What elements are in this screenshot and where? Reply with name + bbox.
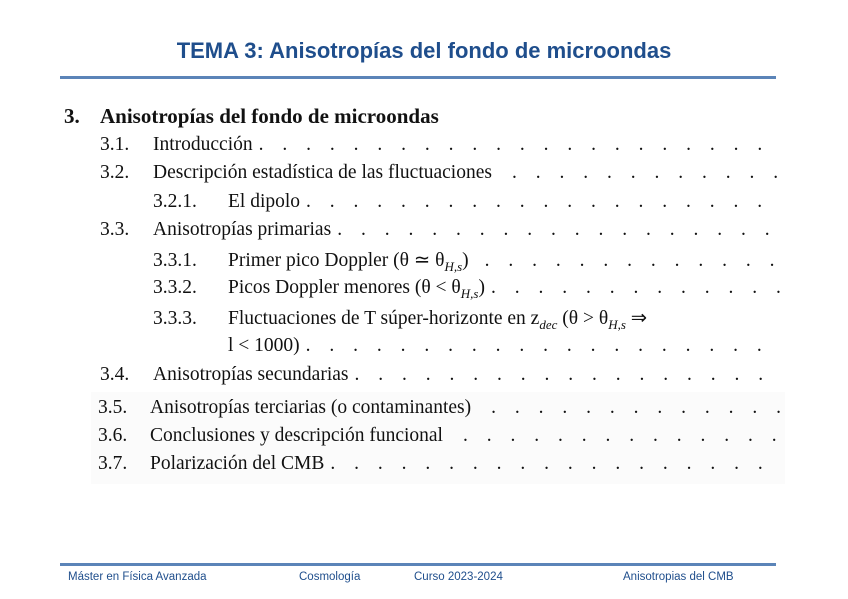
toc-entry-3-5 bbox=[98, 397, 780, 419]
leader-dots bbox=[306, 335, 780, 357]
leader-dots bbox=[491, 277, 780, 299]
entry-title: Descripción estadística de las fluctuaciones bbox=[153, 162, 492, 183]
toc-entry-3-2-1 bbox=[153, 191, 780, 213]
entry-title-tail: (θ > θ bbox=[557, 308, 609, 329]
leader-dots bbox=[330, 453, 780, 475]
entry-number: 3.3.3. bbox=[153, 308, 197, 329]
toc-entry-3-2 bbox=[100, 162, 780, 184]
toc-entry-3-3-1 bbox=[153, 248, 780, 275]
footer-course: Curso 2023-2024 bbox=[414, 571, 503, 583]
entry-number: 3.4. bbox=[100, 364, 130, 385]
entry-number: 3.3. bbox=[100, 219, 130, 240]
leader-dots bbox=[485, 250, 780, 272]
entry-title-text: Fluctuaciones de T súper-horizonte en z bbox=[228, 308, 540, 329]
toc-entry-3-3-2 bbox=[153, 277, 780, 302]
footer-divider bbox=[60, 563, 776, 566]
math-subscript: H,s bbox=[460, 285, 479, 301]
leader-dots bbox=[463, 425, 780, 447]
entry-title: Anisotropías terciarias (o contaminantes) bbox=[150, 397, 472, 418]
entry-title-tail: ) bbox=[478, 277, 485, 298]
entry-number: 3.7. bbox=[98, 453, 128, 474]
entry-number: 3.6. bbox=[98, 425, 128, 446]
entry-title-text: Picos Doppler menores (θ < θ bbox=[228, 277, 461, 298]
title-divider bbox=[60, 76, 776, 79]
entry-number: 3.2.1. bbox=[153, 191, 197, 212]
leader-dots bbox=[512, 162, 780, 184]
toc-entry-3-6 bbox=[98, 425, 780, 447]
toc-entry-3-7 bbox=[98, 453, 780, 475]
toc-entry-3-3 bbox=[100, 219, 780, 241]
leader-dots bbox=[491, 397, 780, 419]
math-subscript: dec bbox=[539, 316, 558, 332]
toc-entry-3-3-3-cont bbox=[228, 335, 780, 357]
entry-title: Introducción bbox=[153, 134, 253, 155]
section-title: Anisotropías del fondo de microondas bbox=[100, 104, 439, 128]
toc-entry-3-3-3 bbox=[153, 306, 647, 333]
footer-topic: Anisotropias del CMB bbox=[623, 571, 734, 583]
entry-number: 3.1. bbox=[100, 134, 130, 155]
entry-title-text: Primer pico Doppler (θ ≃ θ bbox=[228, 250, 445, 271]
entry-title: El dipolo bbox=[228, 191, 301, 212]
toc-entry-3-1 bbox=[100, 134, 780, 156]
leader-dots bbox=[337, 219, 780, 241]
slide-title: TEMA 3: Anisotropías del fondo de microondas bbox=[176, 38, 672, 63]
section-heading bbox=[64, 104, 439, 129]
entry-number: 3.3.1. bbox=[153, 250, 197, 271]
leader-dots bbox=[355, 364, 781, 386]
entry-title: Polarización del CMB bbox=[150, 453, 325, 474]
entry-title-tail: ) bbox=[462, 250, 469, 271]
leader-dots bbox=[259, 134, 780, 156]
math-subscript: H,s bbox=[444, 258, 463, 274]
entry-title-tail-2: ⇒ bbox=[625, 308, 648, 329]
entry-title: Anisotropías secundarias bbox=[153, 364, 349, 385]
entry-title bbox=[228, 277, 485, 302]
entry-number: 3.2. bbox=[100, 162, 130, 183]
leader-dots bbox=[306, 191, 780, 213]
entry-title bbox=[228, 248, 469, 275]
footer-subject: Cosmología bbox=[299, 571, 361, 583]
math-subscript-2: H,s bbox=[608, 316, 626, 332]
entry-title-line2: l < 1000) bbox=[228, 335, 300, 356]
entry-number: 3.5. bbox=[98, 397, 128, 418]
entry-title: Anisotropías primarias bbox=[153, 219, 332, 240]
section-number: 3. bbox=[64, 104, 80, 128]
toc-entry-3-4 bbox=[100, 364, 780, 386]
entry-title: Conclusiones y descripción funcional bbox=[150, 425, 443, 446]
entry-number: 3.3.2. bbox=[153, 277, 197, 298]
footer-program: Máster en Física Avanzada bbox=[68, 571, 207, 583]
